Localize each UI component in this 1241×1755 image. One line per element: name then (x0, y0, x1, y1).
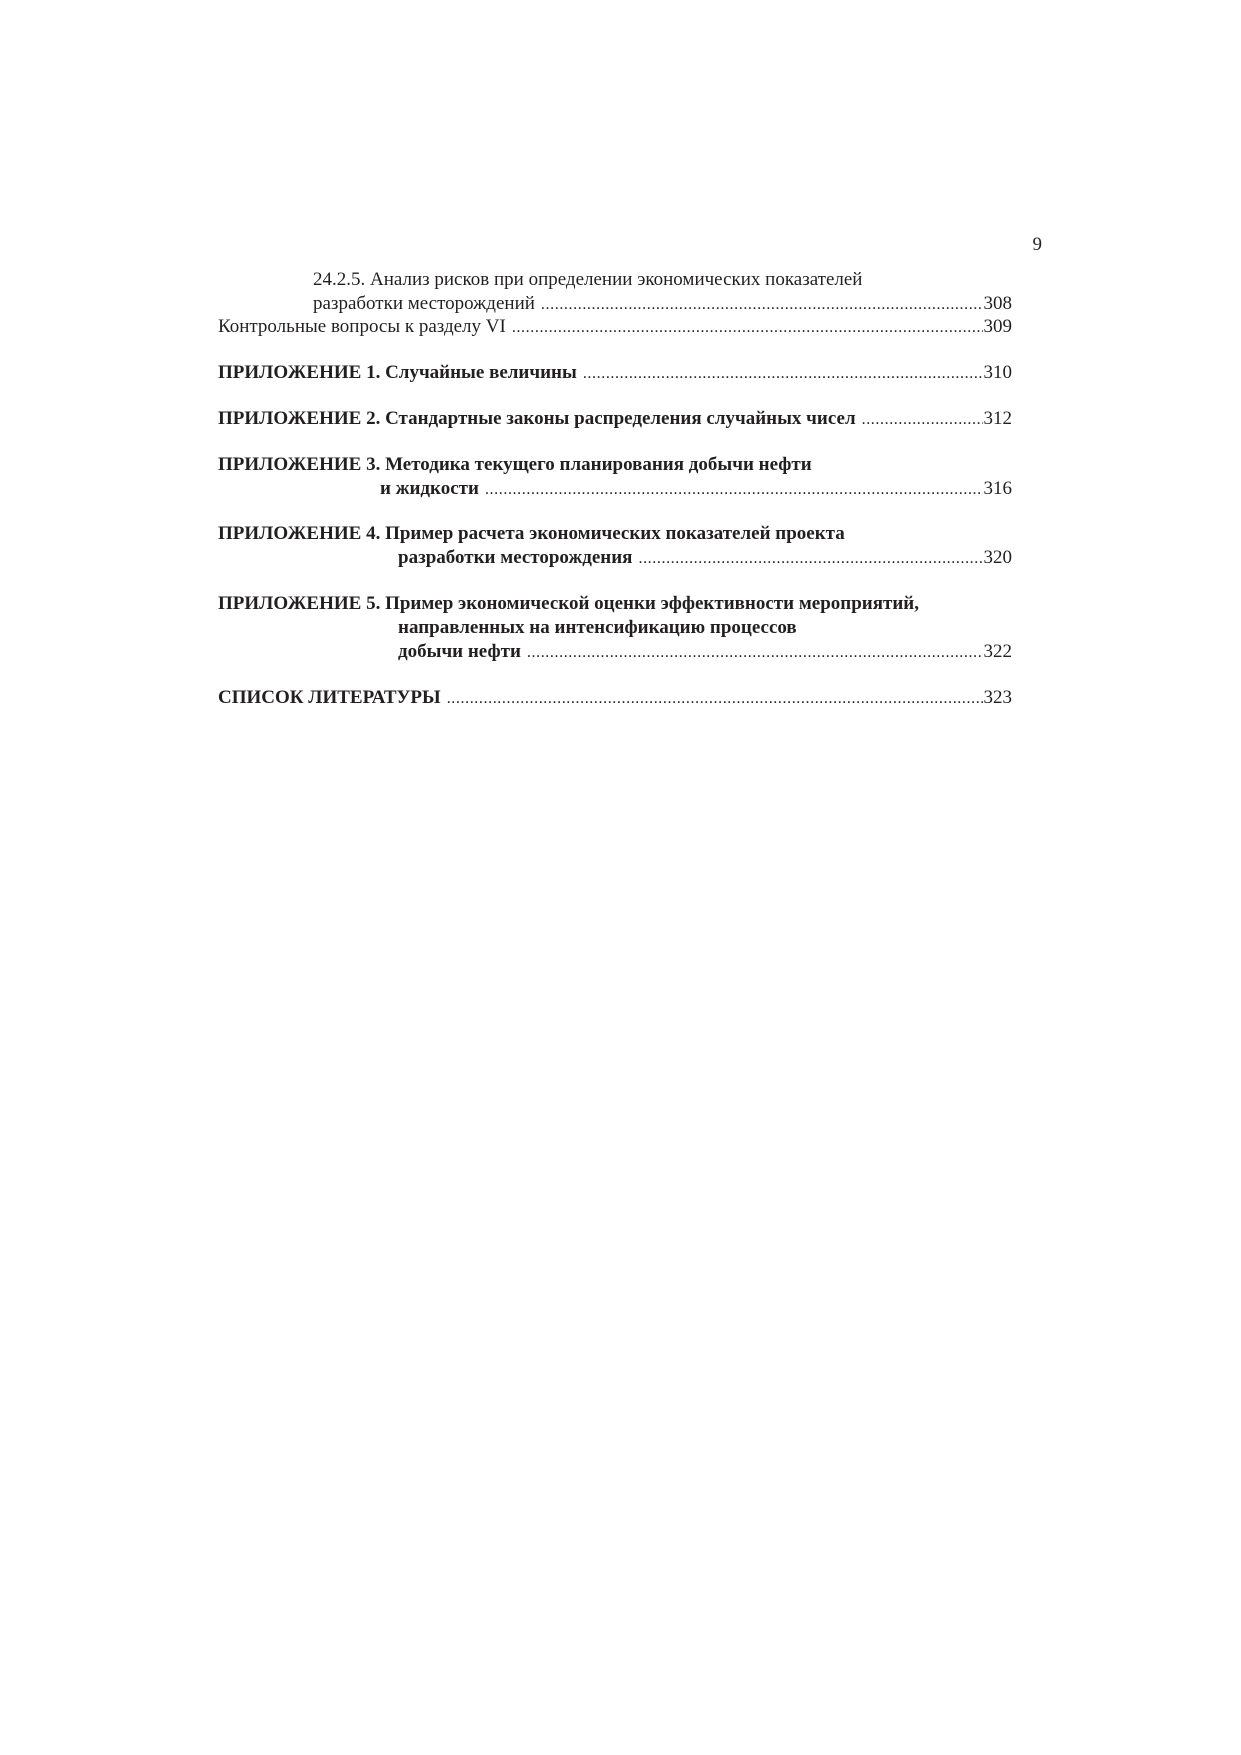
dot-leader (583, 362, 983, 386)
toc-entry-label: разработки месторождения (398, 547, 633, 568)
toc-entry-appendix-4-title (218, 522, 845, 546)
toc-entry-24-2-5-continued (313, 292, 1012, 317)
toc-entry-label: СПИСОК ЛИТЕРАТУРЫ (218, 687, 441, 708)
dot-leader (862, 408, 983, 432)
dot-leader (541, 293, 983, 317)
toc-entry-appendix-4-continued (398, 546, 1012, 571)
toc-entry-label: 24.2.5. Анализ рисков при определении экономических показателей (313, 269, 863, 290)
page-number: 9 (1032, 234, 1042, 255)
toc-page-number: 310 (983, 362, 1012, 383)
toc-page-number: 308 (983, 293, 1012, 314)
toc-page-number: 312 (983, 408, 1012, 429)
toc-entry-appendix-5-title (218, 592, 919, 616)
toc-entry-label: ПРИЛОЖЕНИЕ 3. Методика текущего планирования добычи нефти (218, 454, 812, 475)
toc-page-number: 322 (983, 641, 1012, 662)
toc-entry-bibliography (218, 686, 1012, 711)
toc-entry-label: ПРИЛОЖЕНИЕ 2. Стандартные законы распределения случайных чисел (218, 408, 856, 429)
toc-entry-appendix-5-continued (398, 616, 797, 640)
toc-entry-label: направленных на интенсификацию процессов (398, 617, 797, 638)
dot-leader (527, 641, 983, 665)
dot-leader (485, 478, 983, 502)
toc-entry-label: Контрольные вопросы к разделу VI (218, 316, 506, 337)
toc-entry-label: разработки месторождений (313, 293, 535, 314)
toc-entry-appendix-3-continued (380, 477, 1012, 502)
dot-leader (512, 316, 983, 340)
toc-entry-appendix-2 (218, 407, 1012, 432)
dot-leader (447, 687, 983, 711)
toc-entry-appendix-1 (218, 361, 1012, 386)
toc-entry-label: ПРИЛОЖЕНИЕ 1. Случайные величины (218, 362, 577, 383)
toc-page-number: 316 (983, 478, 1012, 499)
dot-leader (638, 547, 982, 571)
toc-entry-24-2-5-title (313, 268, 862, 292)
toc-entry-label: добычи нефти (398, 641, 521, 662)
toc-entry-label: ПРИЛОЖЕНИЕ 5. Пример экономической оценки эффективности мероприятий, (218, 593, 919, 614)
toc-page-number: 309 (983, 316, 1012, 337)
toc-entry-appendix-3-title (218, 453, 812, 477)
toc-entry-appendix-5-last (398, 640, 1012, 665)
toc-entry-control-questions (218, 315, 1012, 340)
toc-page-number: 320 (983, 547, 1012, 568)
toc-entry-label: ПРИЛОЖЕНИЕ 4. Пример расчета экономических показателей проекта (218, 523, 845, 544)
toc-entry-label: и жидкости (380, 478, 479, 499)
toc-page-number: 323 (983, 687, 1012, 708)
